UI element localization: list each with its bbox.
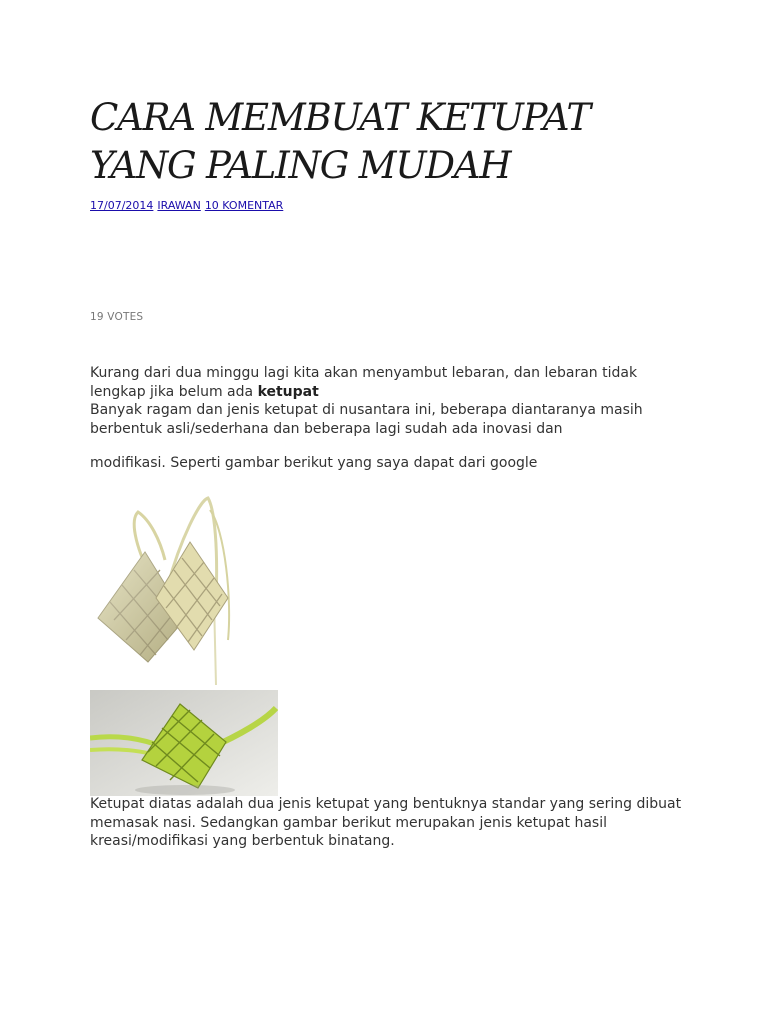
intro-text: Kurang dari dua minggu lagi kita akan menyambut lebaran, dan lebaran tidak lengkap jika belum ada <box>90 365 638 400</box>
paragraph-variety: Banyak ragam dan jenis ketupat di nusantara ini, beberapa diantaranya masih berbentuk asli/sederhana dan beberapa lagi sudah ada inovasi dan <box>90 402 643 437</box>
paragraph-intro <box>90 364 690 401</box>
paragraph-google: modifikasi. Seperti gambar berikut yang saya dapat dari google <box>90 455 538 471</box>
title-line-1: CARA MEMBUAT KETUPAT <box>90 96 590 139</box>
ketupat-green-image <box>90 690 278 796</box>
article-title <box>90 94 690 190</box>
votes-count: 19 VOTES <box>90 311 144 323</box>
title-line-2: YANG PALING MUDAH <box>90 144 511 187</box>
intro-bold-keyword: ketupat <box>257 383 319 400</box>
post-meta <box>90 199 287 213</box>
date-link[interactable]: 17/07/2014 <box>90 199 154 212</box>
author-link[interactable]: IRAWAN <box>157 199 201 212</box>
ketupat-pale-image <box>90 490 240 685</box>
paragraph-description: Ketupat diatas adalah dua jenis ketupat yang bentuknya standar yang sering dibuat memasak nasi. Sedangkan gambar berikut merupakan jenis ketupat hasil kreasi/modifikasi yang berbentuk binatang. <box>90 796 682 849</box>
comments-link[interactable]: 10 KOMENTAR <box>204 199 284 212</box>
